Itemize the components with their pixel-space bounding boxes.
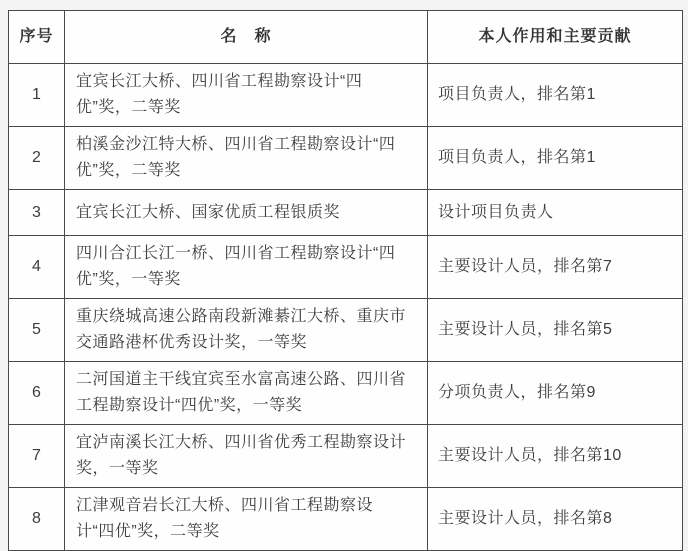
role-contribution: 主要设计人员，排名第8	[428, 488, 683, 551]
header-name: 名 称	[65, 11, 428, 64]
table-row	[9, 425, 683, 488]
role-contribution: 分项负责人，排名第9	[428, 362, 683, 425]
award-name: 柏溪金沙江特大桥、四川省工程勘察设计“四优”奖，二等奖	[65, 127, 428, 190]
role-contribution: 主要设计人员，排名第7	[428, 236, 683, 299]
row-number: 1	[9, 64, 65, 127]
role-contribution: 主要设计人员，排名第5	[428, 299, 683, 362]
row-number: 4	[9, 236, 65, 299]
row-number: 8	[9, 488, 65, 551]
award-name: 宜宾长江大桥、国家优质工程银质奖	[65, 190, 428, 236]
table-row	[9, 299, 683, 362]
awards-table	[8, 10, 683, 551]
table-row	[9, 488, 683, 551]
header-index: 序号	[9, 11, 65, 64]
award-name: 宜宾长江大桥、四川省工程勘察设计“四优”奖，二等奖	[65, 64, 428, 127]
header-contribution: 本人作用和主要贡献	[428, 11, 683, 64]
role-contribution: 设计项目负责人	[428, 190, 683, 236]
row-number: 2	[9, 127, 65, 190]
table-row	[9, 362, 683, 425]
row-number: 7	[9, 425, 65, 488]
table-row	[9, 127, 683, 190]
award-name: 江津观音岩长江大桥、四川省工程勘察设计“四优”奖，二等奖	[65, 488, 428, 551]
table-row	[9, 64, 683, 127]
role-contribution: 项目负责人，排名第1	[428, 127, 683, 190]
award-name: 宜泸南溪长江大桥、四川省优秀工程勘察设计奖，一等奖	[65, 425, 428, 488]
row-number: 3	[9, 190, 65, 236]
table-header-row	[9, 11, 683, 64]
award-name: 二河国道主干线宜宾至水富高速公路、四川省工程勘察设计“四优”奖，一等奖	[65, 362, 428, 425]
row-number: 6	[9, 362, 65, 425]
table-row	[9, 236, 683, 299]
role-contribution: 主要设计人员，排名第10	[428, 425, 683, 488]
row-number: 5	[9, 299, 65, 362]
role-contribution: 项目负责人，排名第1	[428, 64, 683, 127]
table-row	[9, 190, 683, 236]
award-name: 四川合江长江一桥、四川省工程勘察设计“四优”奖，一等奖	[65, 236, 428, 299]
award-name: 重庆绕城高速公路南段新滩綦江大桥、重庆市交通路港杯优秀设计奖，一等奖	[65, 299, 428, 362]
